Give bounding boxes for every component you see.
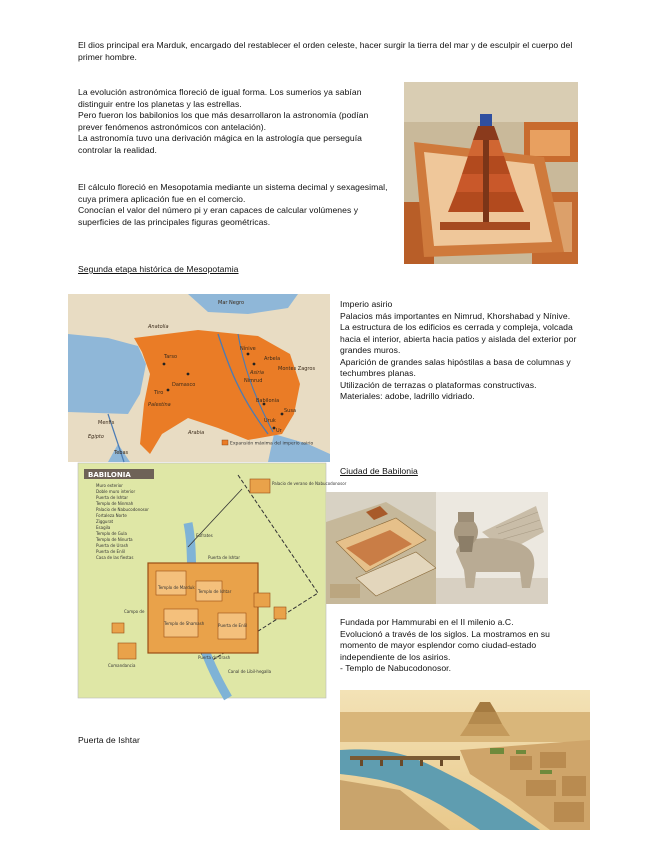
- map-label-egipto: Egipto: [88, 434, 104, 440]
- babylon-label-summer-palace: Palacio de verano de Nabucodonosor: [272, 481, 347, 486]
- assyrian-empire-map: [68, 294, 330, 462]
- map-label-uruk: Uruk: [264, 418, 276, 424]
- babylon-legend-item: Puerta de Ishtar: [96, 495, 129, 500]
- map-label-arabia: Arabia: [188, 430, 205, 436]
- babylon-label-enlil-gate: Puerta de Enlil: [218, 623, 247, 628]
- babylon-legend-item: Muro exterior: [96, 483, 123, 488]
- babylon-legend-item: Doble muro interior: [96, 489, 136, 494]
- babylon-legend-item: Puerta de Urash: [96, 543, 129, 548]
- map-label-mar-negro: Mar Negro: [218, 300, 245, 306]
- map-label-babilonia: Babilonia: [256, 398, 280, 404]
- map-label-montes-zagros: Montes Zagros: [278, 366, 316, 372]
- babylon-legend-item: Ziggurat: [96, 519, 114, 524]
- babylon-legend-item: Templo de Gula: [96, 531, 127, 536]
- babylon-legend-item: Esagila: [96, 525, 111, 530]
- map-label-palestina: Palestina: [148, 402, 171, 408]
- map-label-ur: Ur: [276, 428, 282, 434]
- babylon-label-marduk-temple: Templo de Marduk: [158, 585, 195, 590]
- astronomy-paragraph: La evolución astronómica floreció de igual forma. Los sumerios ya sabían distinguir entre los planetas y las estrellas. Pero fueron los babilonios los que más desarrollaron la astronomía (podían prever fenómenos astronómicos con antelación). La astronomía tuvo una derivación mágica en la astrología que perseguía controlar la realidad.: [78, 87, 369, 155]
- babylon-legend-item: Palacio de Nabucodonosor: [96, 507, 149, 512]
- map-label-menfis: Menfis: [98, 420, 115, 426]
- map-label-damasco: Damasco: [172, 382, 196, 388]
- map-legend-expansion: Expansión máxima del imperio asirio: [230, 441, 314, 447]
- babylon-legend-item: Templo de Ninmah: [96, 501, 134, 506]
- babylon-plan-title: BABILONIA: [88, 471, 131, 479]
- marduk-paragraph: El dios principal era Marduk, encargado del restablecer el orden celeste, hacer surgir la tierra del mar y de esculpir el cuerpo del primer hombre.: [78, 40, 573, 62]
- ziggurat-illustration: [404, 82, 578, 264]
- babylon-legend-item: Templo de Ninurta: [96, 537, 133, 542]
- ishtar-gate-label: Puerta de Ishtar: [78, 735, 140, 745]
- babylon-city-plan: [78, 463, 347, 698]
- babylon-city-heading: Ciudad de Babilonia: [340, 466, 418, 476]
- map-label-anatolia: Anatolia: [148, 324, 169, 330]
- babylon-paragraph: Fundada por Hammurabi en el II milenio a.C. Evolucionó a través de los siglos. La mostramos en su momento de mayor esplendor como ciudad-estado independiente de los asirios. - Templo de Nabucodonosor.: [340, 617, 550, 673]
- babylon-legend-item: Casa de las fiestas: [96, 555, 134, 560]
- map-label-nimrud: Nimrud: [244, 378, 263, 384]
- babylon-label-shamash-temple: Templo de Shamash: [164, 621, 205, 626]
- map-label-tarso: Tarso: [164, 354, 178, 360]
- map-label-susa: Susa: [284, 408, 297, 414]
- map-label-asiria: Asiria: [250, 370, 264, 376]
- babylon-label-comandancia: Comandancia: [108, 663, 136, 668]
- babylon-label-canal: Canal de Libil-hegalla: [228, 669, 272, 674]
- map-label-tebas: Tebas: [114, 450, 129, 456]
- babylon-label-ishtar-gate: Puerta de Ishtar: [208, 555, 241, 560]
- babylon-label-urash-gate: Puerta de Urash: [198, 655, 231, 660]
- babylon-reconstruction-image: [326, 492, 436, 604]
- babylon-legend-item: Fortaleza Norte: [96, 513, 127, 518]
- section-heading-second-stage: Segunda etapa histórica de Mesopotamia: [78, 264, 239, 274]
- assyrian-empire-paragraph: Imperio asirio Palacios más importantes en Nimrud, Khorshabad y Nínive. La estructura de los edificios es cerrada y compleja, volcada hacia el interior, abierta hacia patios y aislada del exterior por grandes muros. Aparición de grandes salas hipóstilas a basa de columnas y techumbres planas. Utilización de terrazas o plataformas constructivas. Materiales: adobe, ladrillo vidriado.: [340, 299, 577, 401]
- mathematics-paragraph: El cálculo floreció en Mesopotamia mediante un sistema decimal y sexagesimal, cuya primera aplicación fue en el comercio. Conocían el valor del número pi y eran capaces de calcular volúmenes y superficies de las principales figuras geométricas.: [78, 182, 388, 227]
- babylon-label-campo: Campo de: [124, 609, 145, 614]
- map-label-tiro: Tiro: [154, 390, 164, 396]
- lamassu-sculpture-image: [436, 492, 548, 604]
- babylon-legend-item: Puerta de Enlil: [96, 549, 125, 554]
- map-label-arbela: Arbela: [264, 356, 281, 362]
- map-label-ninive: Nínive: [240, 346, 256, 352]
- babylon-label-ishtar-temple: Templo de Ishtar: [198, 589, 232, 594]
- babylon-panorama-image: [340, 690, 590, 830]
- babylon-label-eufrates: Eufrates: [196, 533, 213, 538]
